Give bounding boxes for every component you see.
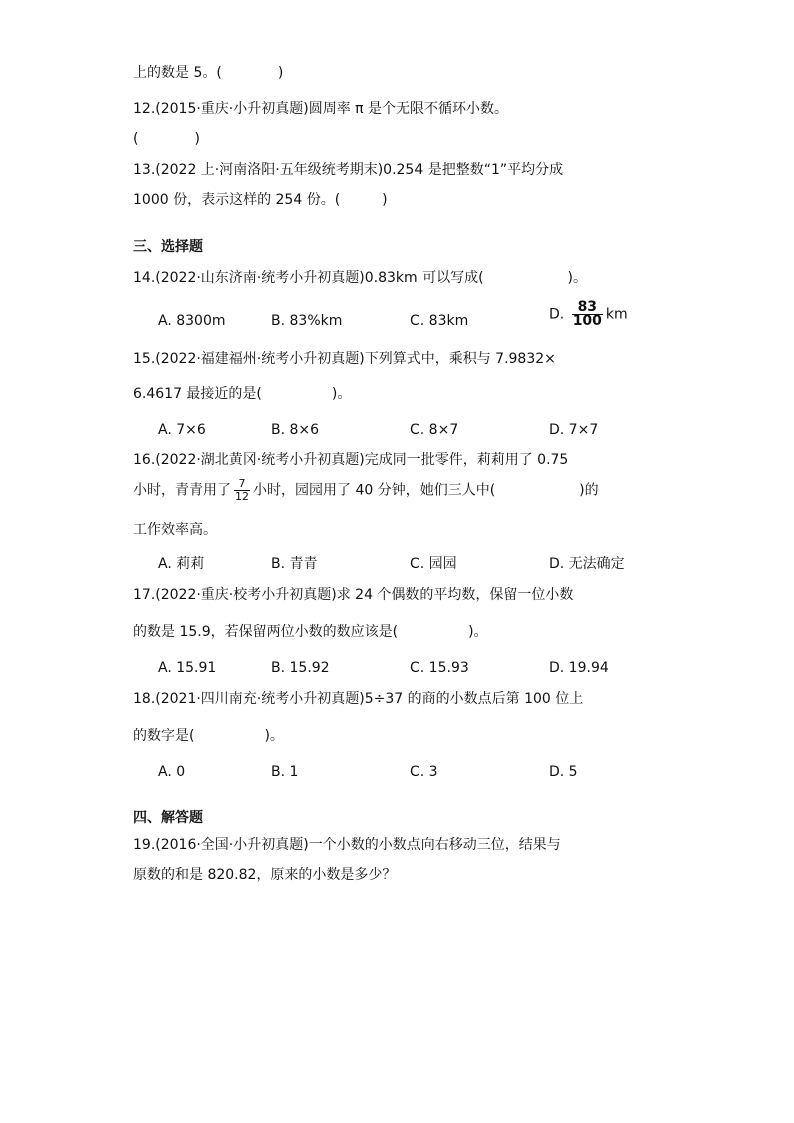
option-a: A. 8300m (158, 313, 226, 329)
option-d-label: D. (549, 306, 565, 323)
question-19-line1: 19.(2016·全国·小升初真题)一个小数的小数点向右移动三位，结果与 (133, 837, 561, 853)
option-a: A. 0 (158, 764, 186, 780)
question-16-line3: 工作效率高。 (133, 522, 217, 538)
question-15-line1: 15.(2022·福建福州·统考小升初真题)下列算式中，乘积与 7.9832× (133, 351, 556, 367)
option-c: C. 园园 (410, 556, 457, 572)
question-18-line1: 18.(2021·四川南充·统考小升初真题)5÷37 的商的小数点后第 100 位上 (133, 691, 584, 707)
option-d: D. 19.94 (549, 660, 609, 676)
question-13-line2: 1000 份，表示这样的 254 份。( ) (133, 192, 388, 208)
question-16-line1: 16.(2022·湖北黄冈·统考小升初真题)完成同一批零件，莉莉用了 0.75 (133, 452, 569, 468)
option-b: B. 1 (271, 764, 299, 780)
option-a: A. 7×6 (158, 422, 206, 438)
question-15-line2: 6.4617 最接近的是( )。 (133, 386, 352, 402)
question-18-line2: 的数字是( )。 (133, 728, 284, 744)
option-c: C. 15.93 (410, 660, 469, 676)
question-17-line1: 17.(2022·重庆·校考小升初真题)求 24 个偶数的平均数，保留一位小数 (133, 587, 574, 603)
question-12-line2: ( ) (133, 131, 200, 147)
q11-tail: 上的数是 5。( ) (133, 65, 284, 81)
option-c: C. 83km (410, 313, 469, 329)
option-d: D. 5 (549, 764, 578, 780)
section-heading-solve: 四、解答题 (133, 810, 203, 826)
question-12-line1: 12.(2015·重庆·小升初真题)圆周率 π 是个无限不循环小数。 (133, 101, 509, 117)
question-16-line2 (133, 478, 599, 503)
question-16-line2-pre: 小时，青青用了 (133, 482, 231, 499)
option-d: D. 无法确定 (549, 556, 625, 572)
question-13-line1: 13.(2022 上·河南洛阳·五年级统考期末)0.254 是把整数“1”平均分成 (133, 162, 564, 178)
question-19-line2: 原数的和是 820.82，原来的小数是多少？ (133, 867, 397, 883)
fraction-numerator: 83 (572, 301, 603, 315)
option-b: B. 青青 (271, 556, 318, 572)
option-a: A. 15.91 (158, 660, 217, 676)
question-14-stem: 14.(2022·山东济南·统考小升初真题)0.83km 可以写成( )。 (133, 270, 588, 286)
option-d: D. 7×7 (549, 422, 599, 438)
option-c: C. 8×7 (410, 422, 459, 438)
option-c: C. 3 (410, 764, 438, 780)
option-b: B. 8×6 (271, 422, 320, 438)
fraction-7-12 (234, 478, 250, 503)
question-17-line2: 的数是 15.9，若保留两位小数的数应该是( )。 (133, 624, 488, 640)
option-d (549, 301, 628, 328)
option-b: B. 83%km (271, 313, 343, 329)
option-d-unit: km (605, 306, 628, 323)
question-16-line2-post: 小时，园园用了 40 分钟，她们三人中( )的 (253, 482, 599, 499)
fraction-numerator: 7 (234, 478, 250, 491)
option-a: A. 莉莉 (158, 556, 205, 572)
fraction-denominator: 100 (572, 313, 602, 329)
section-heading-choice: 三、选择题 (133, 239, 203, 255)
option-b: B. 15.92 (271, 660, 330, 676)
fraction-denominator: 12 (235, 490, 249, 503)
fraction-83-100 (572, 301, 603, 328)
